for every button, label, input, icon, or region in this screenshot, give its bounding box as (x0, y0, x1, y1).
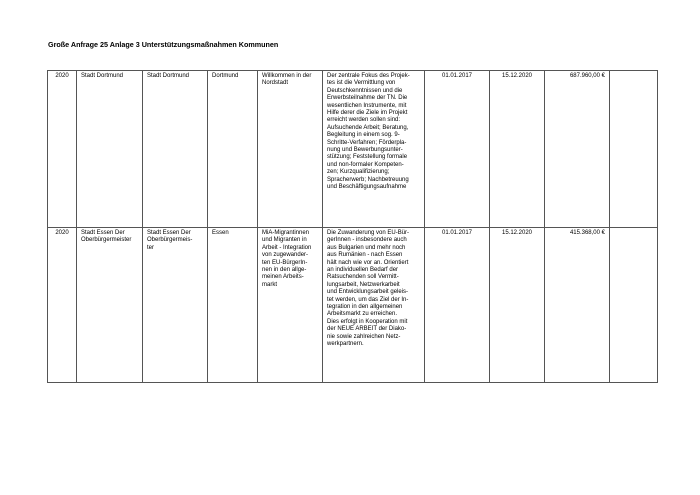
document-title: Große Anfrage 25 Anlage 3 Unterstützungsmaßnahmen Kommunen (48, 40, 279, 49)
cell-line: der NEUE ARBEIT der Diako- (327, 326, 407, 333)
funding-table (47, 70, 658, 383)
cell-line: nen in den allge- (262, 267, 307, 274)
cell-line: lungsarbeit, Netzwerkarbeit (327, 281, 400, 288)
city-cell: Dortmund (208, 71, 258, 228)
cell-line: Erwerbsteilnahme der TN. Die (327, 95, 408, 102)
authority-cell (143, 228, 208, 383)
cell-line: Schritte-Verfahren; Förderpla- (327, 139, 407, 146)
cell-line: erreicht werden sollen sind: (327, 117, 401, 124)
year-cell: 2020 (48, 228, 77, 383)
cell-line: Oberbürgermeister (81, 237, 132, 244)
cell-line: tegration in den allgemeinen (327, 304, 403, 311)
cell-line: Deutschkenntnissen und die (327, 87, 403, 94)
description-cell (323, 71, 425, 228)
cell-line: zen; Kurzqualifizierung; (327, 169, 390, 176)
authority-cell (143, 71, 208, 228)
cell-line: Stadt Dortmund (147, 73, 190, 79)
cell-line: wesentlichen Instrumente, mit (327, 102, 407, 109)
cell-line: Stadt Dortmund (81, 73, 124, 79)
project-cell (258, 71, 323, 228)
cell-line: meinen Arbeits- (262, 274, 304, 281)
project-cell (258, 228, 323, 383)
cell-line: Dies erfolgt in Kooperation mit (327, 318, 408, 325)
cell-line: Hilfe derer die Ziele im Projekt (327, 110, 408, 117)
cell-line: Arbeit - Integration (262, 244, 312, 251)
applicant-cell (77, 71, 143, 228)
cell-line: und Migranten in (262, 237, 307, 244)
cell-line: Arbeitsmarkt zu erreichen. (327, 311, 398, 318)
cell-line: Spracherwerb; Nachbetreuung (327, 176, 409, 183)
cell-line: von zugewander- (262, 252, 309, 259)
cell-line: gerInnen - insbesondere auch (327, 237, 407, 244)
table-row (48, 71, 658, 228)
cell-line: Willkommen in der (262, 73, 312, 79)
cell-line: Aufsuchende Arbeit; Beratung, (327, 124, 409, 131)
cell-line: MiA-Migrantinnen (262, 230, 310, 236)
end-date-cell: 15.12.2020 (490, 71, 545, 228)
cell-line: markt (262, 281, 277, 288)
amount-cell: 415.368,00 € (545, 228, 610, 383)
cell-line: Der zentrale Fokus des Projek- (327, 73, 410, 79)
extra-cell (610, 71, 658, 228)
cell-line: an individuellen Bedarf der (327, 267, 399, 274)
cell-line: tes ist die Vermittlung von (327, 80, 396, 87)
cell-line: aus Bulgarien und mehr noch (327, 244, 406, 251)
cell-line: stützung; Feststellung formale (327, 154, 408, 161)
cell-line: Begleitung in einem sog. 9- (327, 132, 400, 139)
start-date-cell: 01.01.2017 (425, 228, 490, 383)
cell-line: Ratsuchenden soll Vermitt- (327, 274, 399, 281)
cell-line: Die Zuwanderung von EU-Bür- (327, 230, 410, 236)
cell-line: und non-formaler Kompeten- (327, 161, 404, 168)
year-cell: 2020 (48, 71, 77, 228)
cell-line: Stadt Essen Der (147, 230, 191, 236)
extra-cell (610, 228, 658, 383)
table-row (48, 228, 658, 383)
amount-cell: 687.960,00 € (545, 71, 610, 228)
cell-line: tet werden, um das Ziel der In- (327, 296, 409, 303)
cell-line: Nordstadt (262, 80, 289, 87)
cell-line: nung und Bewerbungsunter- (327, 147, 403, 154)
description-cell (323, 228, 425, 383)
cell-line: werkpartnern. (327, 341, 364, 348)
applicant-cell (77, 228, 143, 383)
cell-line: aus Rumänien - nach Essen (327, 252, 403, 259)
cell-line: und Beschäftigungsaufnahme (327, 184, 407, 191)
start-date-cell: 01.01.2017 (425, 71, 490, 228)
cell-line: nie sowie zahlreichen Netz- (327, 333, 401, 340)
cell-line: und Entwicklungsarbeit geleis- (327, 289, 409, 296)
cell-line: ter (147, 244, 155, 251)
end-date-cell: 15.12.2020 (490, 228, 545, 383)
cell-line: ten EU-BürgerIn- (262, 259, 308, 266)
cell-line: hält nach wie vor an. Orientiert (327, 259, 409, 266)
city-cell: Essen (208, 228, 258, 383)
cell-line: Stadt Essen Der (81, 230, 125, 236)
cell-line: Oberbürgermeis- (147, 237, 193, 244)
